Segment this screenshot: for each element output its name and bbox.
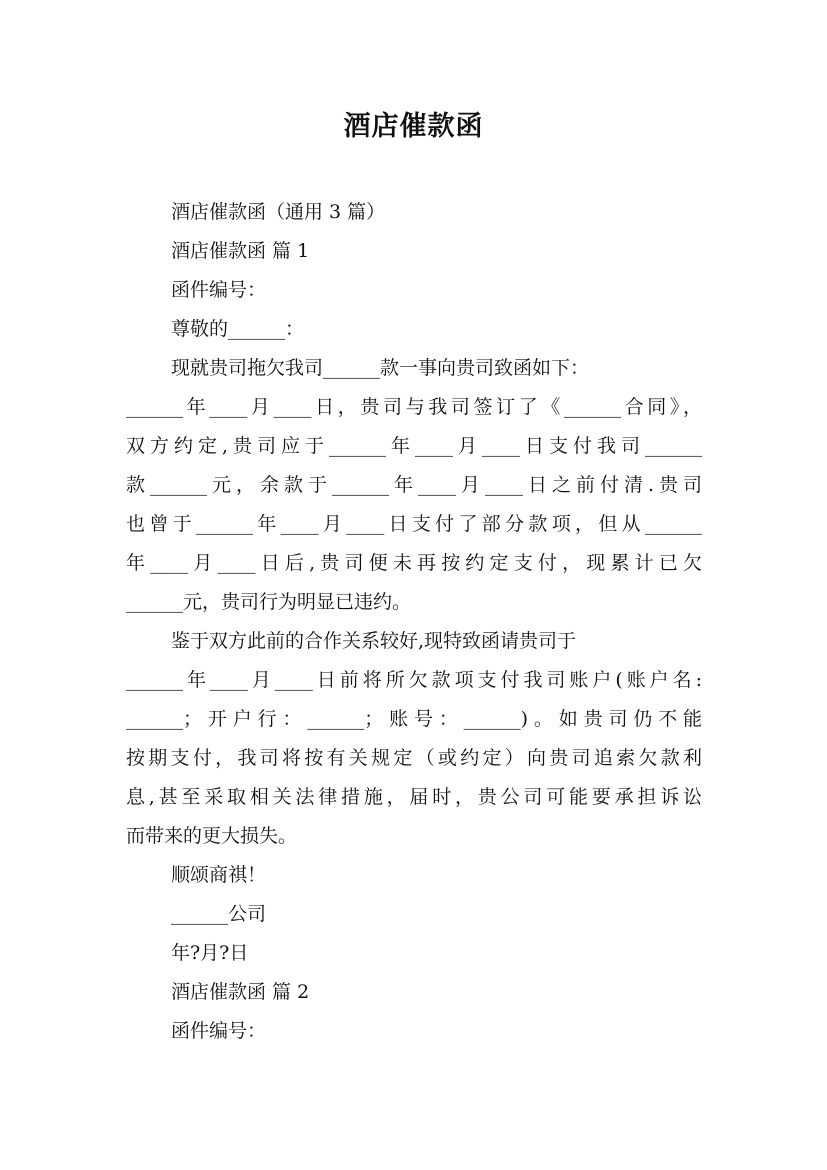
subtitle-line: 酒店催款函（通用 3 篇） — [171, 201, 386, 223]
salutation: 尊敬的______： — [171, 318, 305, 340]
body-paragraph-line: ______年____月____日前将所欠款项支付我司账户(账户名: — [126, 669, 702, 691]
body-paragraph-line: 双方约定,贵司应于______年____月____日支付我司______ — [126, 435, 702, 457]
signature-company: ______公司 — [171, 903, 267, 925]
body-paragraph-line: 也曾于______年____月____日支付了部分款项，但从______ — [126, 513, 702, 535]
body-paragraph-line: ______；开户行：______；账号：______)。如贵司仍不能 — [126, 708, 702, 730]
section-heading-1: 酒店催款函 篇 1 — [171, 240, 310, 262]
body-paragraph-line: 而带来的更大损失。 — [126, 825, 298, 847]
body-paragraph-line: 息,甚至采取相关法律措施，届时，贵公司可能要承担诉讼 — [126, 786, 702, 808]
letter-number-label: 函件编号： — [171, 279, 267, 301]
document-title: 酒店催款函 — [343, 111, 484, 142]
letter-number-label: 函件编号： — [171, 1020, 267, 1042]
body-paragraph-line: 年____月____日后,贵司便未再按约定支付，现累计已欠 — [126, 552, 702, 574]
body-paragraph-line: 鉴于双方此前的合作关系较好,现特致函请贵司于 — [171, 630, 577, 652]
body-paragraph-line: ______元，贵司行为明显已违约。 — [126, 591, 412, 613]
section-heading-2: 酒店催款函 篇 2 — [171, 981, 310, 1003]
signature-date: 年?月?日 — [171, 942, 249, 964]
body-paragraph-line: ______年____月____日，贵司与我司签订了《______合同》， — [126, 396, 702, 418]
body-paragraph-line: 款______元，余款于______年____月____日之前付清.贵司 — [126, 474, 702, 496]
closing-greeting: 顺颂商祺！ — [171, 864, 267, 886]
body-paragraph-line: 现就贵司拖欠我司______款一事向贵司致函如下： — [171, 357, 590, 379]
body-paragraph-line: 按期支付，我司将按有关规定（或约定）向贵司追索欠款利 — [126, 747, 702, 769]
